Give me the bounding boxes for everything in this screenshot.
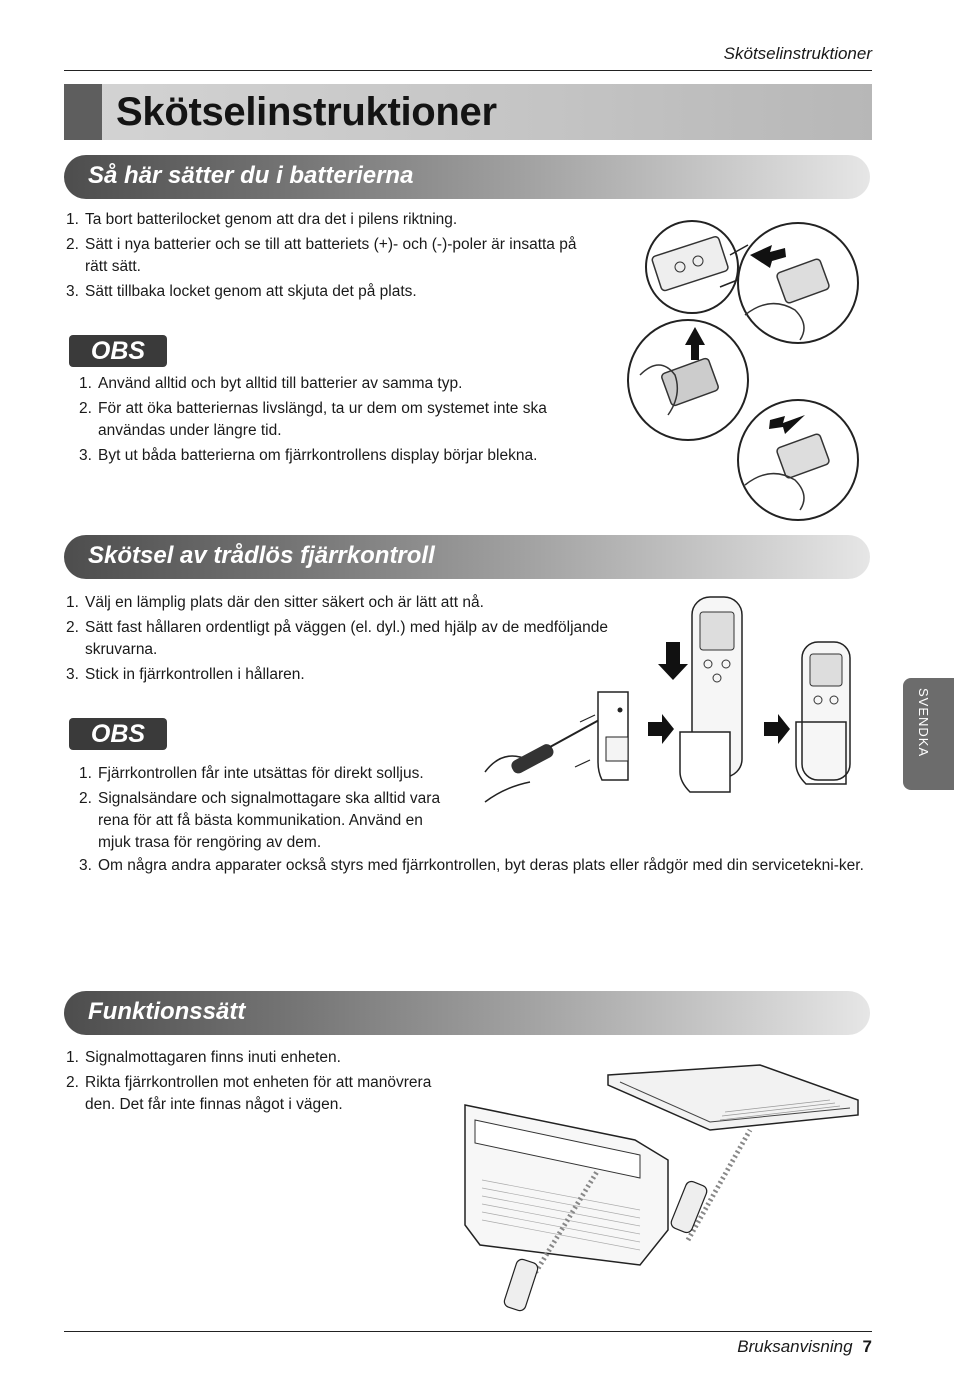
list-item: 2. För att öka batteriernas livslängd, ta ur dem om systemet inte ska användas under längre tid. bbox=[79, 400, 547, 439]
footer-rule bbox=[64, 1331, 872, 1332]
remote-care-notes-a bbox=[79, 763, 459, 857]
list-item: 3. Om några andra apparater också styrs med fjärrkontrollen, byt deras plats eller rådgör med din servicetekni-ker. bbox=[79, 857, 864, 874]
page-number: 7 bbox=[862, 1337, 872, 1356]
battery-notes bbox=[79, 373, 579, 470]
footer-label: Bruksanvisning bbox=[737, 1337, 853, 1356]
list-item: 3. Byt ut båda batterierna om fjärrkontrollens display börjar blekna. bbox=[79, 447, 538, 464]
list-item: 1. Signalmottagaren finns inuti enheten. bbox=[66, 1049, 341, 1066]
remote-holder-illustration bbox=[480, 592, 870, 807]
section-heading-operation: Funktionssätt bbox=[88, 998, 246, 1025]
battery-steps bbox=[66, 209, 586, 306]
section-heading-remote-care: Skötsel av trådlös fjärrkontroll bbox=[88, 542, 435, 569]
page-title: Skötselinstruktioner bbox=[116, 90, 497, 134]
header-rule bbox=[64, 70, 872, 71]
list-item: 1. Välj en lämplig plats där den sitter säkert och är lätt att nå. bbox=[66, 594, 484, 611]
footer bbox=[64, 1337, 872, 1357]
list-item: 3. Stick in fjärrkontrollen i hållaren. bbox=[66, 666, 305, 683]
list-item: 2. Sätt i nya batterier och se till att batteriets (+)- och (-)-poler är insatta på rätt sätt. bbox=[66, 236, 577, 275]
list-item: 1. Ta bort batterilocket genom att dra det i pilens riktning. bbox=[66, 211, 458, 228]
list-item: 3. Sätt tillbaka locket genom att skjuta det på plats. bbox=[66, 283, 417, 300]
battery-illustration bbox=[620, 215, 865, 525]
obs-badge: OBS bbox=[69, 718, 167, 750]
section-heading-batteries: Så här sätter du i batterierna bbox=[88, 162, 414, 189]
remote-care-notes-b bbox=[79, 855, 875, 880]
language-tab: SVENDKA bbox=[903, 678, 954, 790]
list-item: 2. Signalsändare och signalmottagare ska alltid vara rena för att få bästa kommunikation. Använd en mjuk trasa för rengöring av dem. bbox=[79, 790, 441, 851]
operation-steps bbox=[66, 1047, 456, 1119]
running-header: Skötselinstruktioner bbox=[723, 44, 872, 63]
indoor-unit-illustration bbox=[460, 1060, 865, 1320]
list-item: 2. Rikta fjärrkontrollen mot enheten för att manövrera den. Det får inte finnas något i vägen. bbox=[66, 1074, 432, 1113]
list-item: 1. Använd alltid och byt alltid till batterier av samma typ. bbox=[79, 375, 463, 392]
list-item: 1. Fjärrkontrollen får inte utsättas för direkt solljus. bbox=[79, 765, 424, 782]
list-item: 2. Sätt fast hållaren ordentligt på väggen (el. dyl.) med hjälp av de medföljande skruvarna. bbox=[66, 619, 609, 658]
title-accent-tab bbox=[64, 84, 102, 140]
obs-badge: OBS bbox=[69, 335, 167, 367]
